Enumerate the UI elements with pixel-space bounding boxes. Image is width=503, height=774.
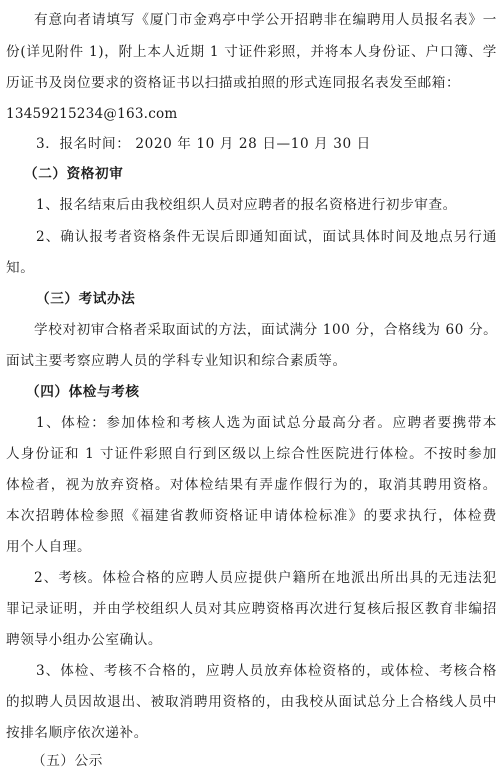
section-heading-qualification-review: （二）资格初审 bbox=[24, 166, 124, 182]
paragraph-line: 罪记录证明，并由学校组织人员对其应聘资格再次进行复核后报区教育非编招 bbox=[6, 601, 497, 617]
paragraph-line: 人身份证和 1 寸证件彩照自行到区级以上综合性医院进行体检。不按时参加 bbox=[6, 446, 497, 462]
paragraph-line: 3、体检、考核不合格的，应聘人员放弃体检资格的，或体检、考核合格 bbox=[36, 663, 497, 679]
paragraph-line: 用个人自理。 bbox=[6, 539, 92, 555]
paragraph-line: 聘领导小组办公室确认。 bbox=[6, 632, 163, 648]
paragraph-line: 体检者，视为放弃资格。对体检结果有弄虚作假行为的，取消其聘用资格。 bbox=[6, 477, 497, 493]
section-heading-exam-method: （三）考试办法 bbox=[36, 291, 136, 307]
paragraph-line: 2、确认报考者资格条件无误后即通知面试，面试具体时间及地点另行通 bbox=[36, 229, 497, 245]
paragraph-line: 按排名顺序依次递补。 bbox=[6, 725, 148, 741]
paragraph-line: 有意向者请填写《厦门市金鸡亭中学公开招聘非在编聘用人员报名表》一 bbox=[34, 12, 497, 28]
paragraph-line: 学校对初审合格者采取面试的方法，面试满分 100 分，合格线为 60 分。 bbox=[34, 322, 498, 338]
paragraph-line: 2、考核。体检合格的应聘人员应提供户籍所在地派出所出具的无违法犯 bbox=[34, 570, 497, 586]
paragraph-line: 历证书及岗位要求的资格证书以扫描或拍照的形式连同报名表发至邮箱： bbox=[6, 75, 461, 91]
registration-time: 3．报名时间： 2020 年 10 月 28 日—10 月 30 日 bbox=[36, 136, 371, 152]
paragraph-line: 1、报名结束后由我校组织人员对应聘者的报名资格进行初步审查。 bbox=[36, 197, 457, 213]
section-heading-publicity: （五）公示 bbox=[32, 753, 103, 769]
paragraph-line: 1、体检：参加体检和考核人选为面试总分最高分者。应聘者要携带本 bbox=[36, 415, 497, 431]
section-heading-physical-exam: （四）体检与考核 bbox=[26, 384, 140, 400]
paragraph-line: 的拟聘人员因故退出、被取消聘用资格的，由我校从面试总分上合格线人员中 bbox=[6, 694, 497, 710]
paragraph-line: 份(详见附件 1)，附上本人近期 1 寸证件彩照，并将本人身份证、户口簿、学 bbox=[6, 44, 497, 60]
email-address: 13459215234@163.com bbox=[6, 106, 178, 122]
paragraph-line: 知。 bbox=[6, 260, 35, 276]
paragraph-line: 本次招聘体检参照《福建省教师资格证申请体检标准》的要求执行，体检费 bbox=[6, 508, 497, 524]
paragraph-line: 面试主要考察应聘人员的学科专业知识和综合素质等。 bbox=[6, 353, 347, 369]
